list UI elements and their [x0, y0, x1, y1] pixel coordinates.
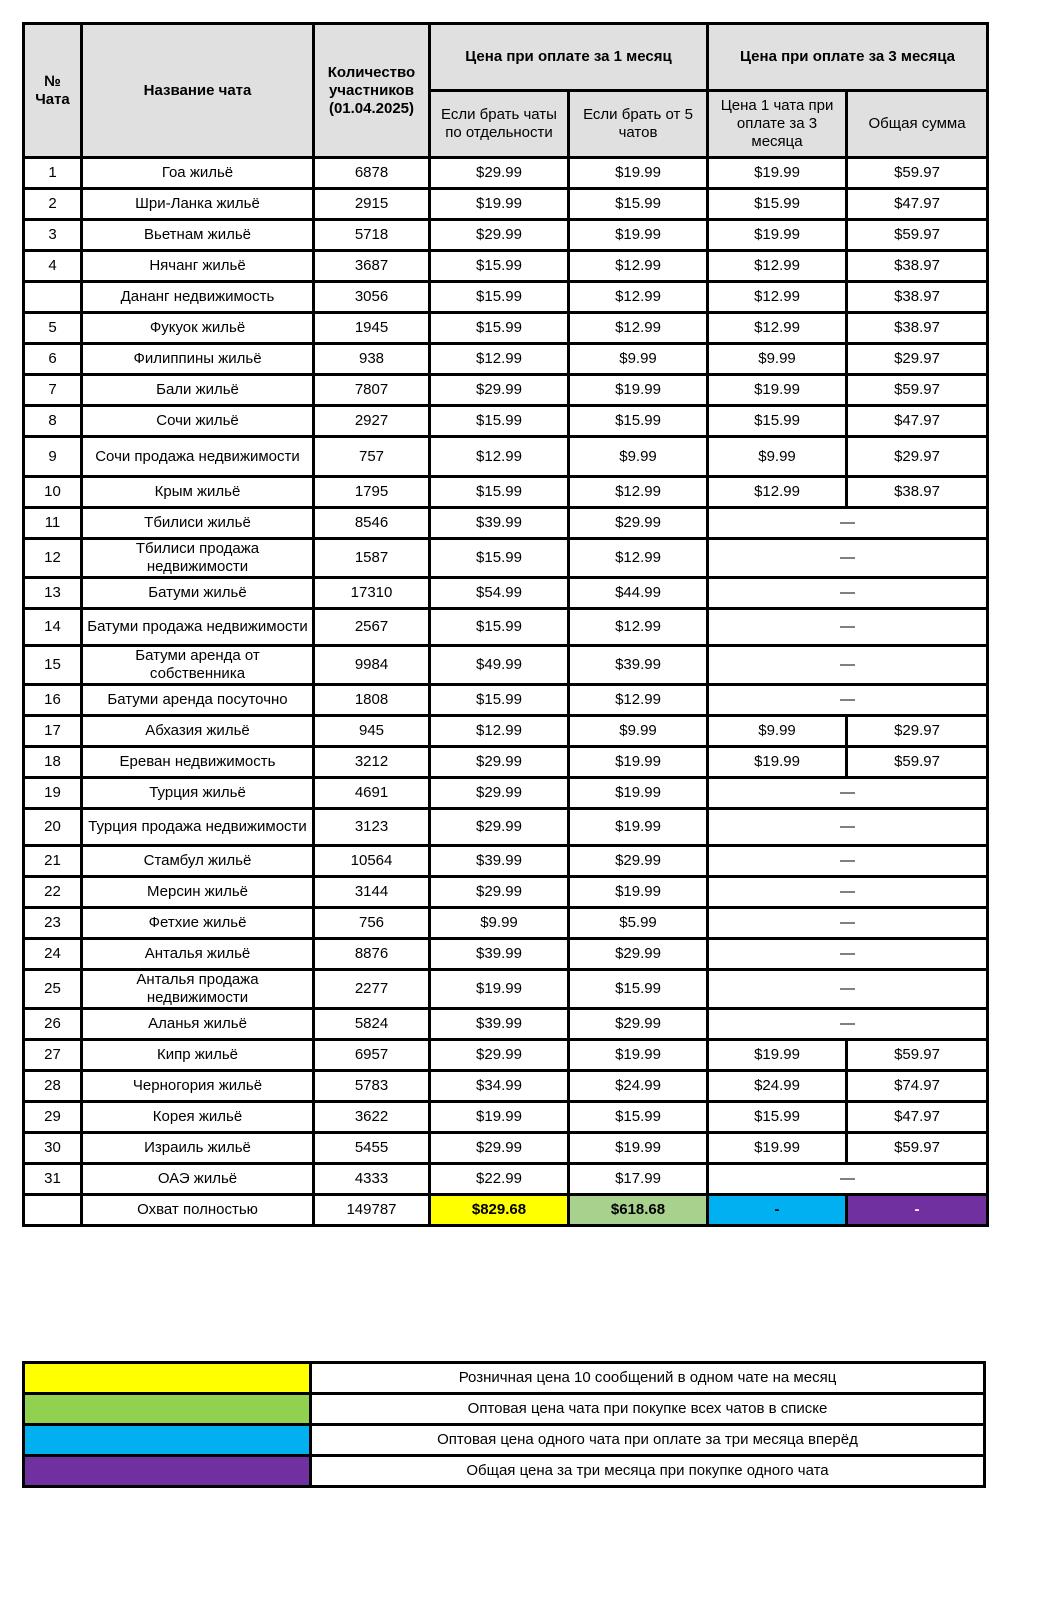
member-count: 4691	[314, 778, 430, 809]
total-row	[24, 1195, 988, 1226]
total-3-months: $59.97	[847, 220, 988, 251]
price-separate: $19.99	[430, 1102, 569, 1133]
price-from-5: $19.99	[569, 1040, 708, 1071]
price-3-months: $19.99	[708, 1133, 847, 1164]
no-3-month-offer: —	[708, 846, 988, 877]
chat-number	[24, 282, 82, 313]
chat-name: Нячанг жильё	[82, 251, 314, 282]
table-row	[24, 809, 988, 846]
legend-row-green	[24, 1394, 985, 1425]
price-from-5: $15.99	[569, 1102, 708, 1133]
no-3-month-offer: —	[708, 1009, 988, 1040]
price-from-5: $19.99	[569, 220, 708, 251]
table-row	[24, 685, 988, 716]
no-3-month-offer: —	[708, 970, 988, 1009]
chat-number: 27	[24, 1040, 82, 1071]
total-3-month-sum: -	[847, 1195, 988, 1226]
member-count: 1795	[314, 477, 430, 508]
price-from-5: $29.99	[569, 508, 708, 539]
no-3-month-offer: —	[708, 939, 988, 970]
legend-text: Оптовая цена одного чата при оплате за три месяца вперёд	[311, 1425, 985, 1456]
price-3-months: $24.99	[708, 1071, 847, 1102]
price-3-months: $9.99	[708, 716, 847, 747]
legend-swatch-green	[24, 1394, 311, 1425]
total-3-months: $47.97	[847, 406, 988, 437]
price-from-5: $17.99	[569, 1164, 708, 1195]
table-row	[24, 908, 988, 939]
table-row	[24, 877, 988, 908]
price-separate: $22.99	[430, 1164, 569, 1195]
price-from-5: $29.99	[569, 846, 708, 877]
total-label: Охват полностью	[82, 1195, 314, 1226]
chat-number: 5	[24, 313, 82, 344]
table-body	[24, 158, 988, 1195]
price-from-5: $12.99	[569, 313, 708, 344]
table-row	[24, 646, 988, 685]
price-from-5: $24.99	[569, 1071, 708, 1102]
price-separate: $54.99	[430, 578, 569, 609]
table-row	[24, 1164, 988, 1195]
price-3-months: $15.99	[708, 1102, 847, 1133]
chat-name: Крым жильё	[82, 477, 314, 508]
chat-name: Бали жильё	[82, 375, 314, 406]
table-row	[24, 539, 988, 578]
price-separate: $39.99	[430, 1009, 569, 1040]
price-separate: $19.99	[430, 189, 569, 220]
price-separate: $19.99	[430, 970, 569, 1009]
chat-name: Вьетнам жильё	[82, 220, 314, 251]
price-from-5: $12.99	[569, 685, 708, 716]
price-3-months: $19.99	[708, 375, 847, 406]
chat-name: Фукуок жильё	[82, 313, 314, 344]
member-count: 5455	[314, 1133, 430, 1164]
chat-number: 26	[24, 1009, 82, 1040]
col-header-total-3-months: Общая сумма	[847, 91, 988, 158]
price-from-5: $39.99	[569, 646, 708, 685]
chat-number: 14	[24, 609, 82, 646]
price-separate: $29.99	[430, 747, 569, 778]
price-separate: $15.99	[430, 282, 569, 313]
price-separate: $12.99	[430, 344, 569, 375]
price-from-5: $19.99	[569, 778, 708, 809]
price-from-5: $9.99	[569, 344, 708, 375]
chat-number: 22	[24, 877, 82, 908]
member-count: 3144	[314, 877, 430, 908]
price-3-months: $9.99	[708, 344, 847, 375]
member-count: 3212	[314, 747, 430, 778]
total-3-months: $38.97	[847, 313, 988, 344]
chat-name: Кипр жильё	[82, 1040, 314, 1071]
price-separate: $39.99	[430, 508, 569, 539]
chat-name: Сочи продажа недвижимости	[82, 437, 314, 477]
total-members: 149787	[314, 1195, 430, 1226]
col-group-1-month: Цена при оплате за 1 месяц	[430, 24, 708, 91]
price-separate: $29.99	[430, 158, 569, 189]
price-separate: $15.99	[430, 406, 569, 437]
price-separate: $29.99	[430, 1133, 569, 1164]
chat-name: Батуми жильё	[82, 578, 314, 609]
table-row	[24, 609, 988, 646]
no-3-month-offer: —	[708, 578, 988, 609]
total-3-month-price: -	[708, 1195, 847, 1226]
member-count: 17310	[314, 578, 430, 609]
chat-name: ОАЭ жильё	[82, 1164, 314, 1195]
total-3-months: $59.97	[847, 1040, 988, 1071]
chat-number: 11	[24, 508, 82, 539]
table-row	[24, 1071, 988, 1102]
table-row	[24, 846, 988, 877]
price-separate: $12.99	[430, 716, 569, 747]
no-3-month-offer: —	[708, 646, 988, 685]
chat-name: Турция жильё	[82, 778, 314, 809]
table-row	[24, 778, 988, 809]
legend-text: Оптовая цена чата при покупке всех чатов в списке	[311, 1394, 985, 1425]
member-count: 757	[314, 437, 430, 477]
table-row	[24, 406, 988, 437]
table-row	[24, 939, 988, 970]
price-from-5: $19.99	[569, 747, 708, 778]
col-header-chat-name: Название чата	[82, 24, 314, 158]
price-from-5: $12.99	[569, 609, 708, 646]
member-count: 2277	[314, 970, 430, 1009]
member-count: 3687	[314, 251, 430, 282]
price-separate: $29.99	[430, 220, 569, 251]
price-from-5: $15.99	[569, 406, 708, 437]
no-3-month-offer: —	[708, 539, 988, 578]
chat-number: 6	[24, 344, 82, 375]
table-row	[24, 477, 988, 508]
price-separate: $29.99	[430, 877, 569, 908]
legend-swatch-purple	[24, 1456, 311, 1487]
total-3-months: $29.97	[847, 344, 988, 375]
price-from-5: $19.99	[569, 877, 708, 908]
chat-number: 17	[24, 716, 82, 747]
price-from-5: $12.99	[569, 477, 708, 508]
total-3-months: $59.97	[847, 1133, 988, 1164]
table-row	[24, 158, 988, 189]
price-3-months: $15.99	[708, 189, 847, 220]
member-count: 3056	[314, 282, 430, 313]
chat-name: Батуми аренда от собственника	[82, 646, 314, 685]
total-3-months: $29.97	[847, 437, 988, 477]
chat-name: Абхазия жильё	[82, 716, 314, 747]
price-separate: $29.99	[430, 809, 569, 846]
table-row	[24, 747, 988, 778]
legend-swatch-blue	[24, 1425, 311, 1456]
chat-number: 18	[24, 747, 82, 778]
chat-name: Турция продажа недвижимости	[82, 809, 314, 846]
member-count: 1945	[314, 313, 430, 344]
price-from-5: $12.99	[569, 251, 708, 282]
price-from-5: $5.99	[569, 908, 708, 939]
member-count: 2915	[314, 189, 430, 220]
price-from-5: $29.99	[569, 1009, 708, 1040]
chat-number: 4	[24, 251, 82, 282]
member-count: 8876	[314, 939, 430, 970]
table-row	[24, 508, 988, 539]
no-3-month-offer: —	[708, 609, 988, 646]
member-count: 8546	[314, 508, 430, 539]
price-from-5: $19.99	[569, 375, 708, 406]
legend-swatch-yellow	[24, 1363, 311, 1394]
table-row	[24, 437, 988, 477]
table-row	[24, 251, 988, 282]
price-separate: $29.99	[430, 1040, 569, 1071]
chat-number: 8	[24, 406, 82, 437]
chat-number: 29	[24, 1102, 82, 1133]
table-row	[24, 1102, 988, 1133]
legend-row-yellow	[24, 1363, 985, 1394]
legend-text: Общая цена за три месяца при покупке одного чата	[311, 1456, 985, 1487]
total-number-cell	[24, 1195, 82, 1226]
price-separate: $39.99	[430, 846, 569, 877]
price-from-5: $19.99	[569, 158, 708, 189]
col-header-members: Количество участников (01.04.2025)	[314, 24, 430, 158]
price-3-months: $9.99	[708, 437, 847, 477]
table-row	[24, 313, 988, 344]
chat-name: Батуми аренда посуточно	[82, 685, 314, 716]
chat-name: Шри-Ланка жильё	[82, 189, 314, 220]
price-table	[22, 22, 989, 1227]
price-separate: $15.99	[430, 477, 569, 508]
col-group-3-months: Цена при оплате за 3 месяца	[708, 24, 988, 91]
col-header-price-3-months: Цена 1 чата при оплате за 3 месяца	[708, 91, 847, 158]
table-row	[24, 1133, 988, 1164]
price-3-months: $15.99	[708, 406, 847, 437]
col-header-number: № Чата	[24, 24, 82, 158]
col-header-from-5: Если брать от 5 чатов	[569, 91, 708, 158]
member-count: 1808	[314, 685, 430, 716]
total-3-months: $59.97	[847, 747, 988, 778]
chat-name: Батуми продажа недвижимости	[82, 609, 314, 646]
table-row	[24, 1040, 988, 1071]
price-from-5: $15.99	[569, 970, 708, 1009]
price-separate: $29.99	[430, 778, 569, 809]
price-from-5: $19.99	[569, 809, 708, 846]
price-3-months: $12.99	[708, 477, 847, 508]
chat-name: Корея жильё	[82, 1102, 314, 1133]
chat-number: 16	[24, 685, 82, 716]
price-separate: $9.99	[430, 908, 569, 939]
total-retail-price: $829.68	[430, 1195, 569, 1226]
no-3-month-offer: —	[708, 809, 988, 846]
chat-number: 1	[24, 158, 82, 189]
price-from-5: $9.99	[569, 437, 708, 477]
price-3-months: $19.99	[708, 1040, 847, 1071]
member-count: 5718	[314, 220, 430, 251]
chat-number: 23	[24, 908, 82, 939]
price-separate: $29.99	[430, 375, 569, 406]
chat-number: 15	[24, 646, 82, 685]
table-row	[24, 220, 988, 251]
chat-number: 7	[24, 375, 82, 406]
member-count: 7807	[314, 375, 430, 406]
price-from-5: $12.99	[569, 539, 708, 578]
price-separate: $15.99	[430, 685, 569, 716]
table-row	[24, 578, 988, 609]
chat-number: 31	[24, 1164, 82, 1195]
chat-number: 12	[24, 539, 82, 578]
chat-name: Стамбул жильё	[82, 846, 314, 877]
price-from-5: $29.99	[569, 939, 708, 970]
chat-name: Филиппины жильё	[82, 344, 314, 375]
price-separate: $12.99	[430, 437, 569, 477]
table-row	[24, 189, 988, 220]
price-from-5: $9.99	[569, 716, 708, 747]
col-header-separate: Если брать чаты по отдельности	[430, 91, 569, 158]
chat-name: Фетхие жильё	[82, 908, 314, 939]
legend-row-blue	[24, 1425, 985, 1456]
chat-name: Анталья жильё	[82, 939, 314, 970]
legend-row-purple	[24, 1456, 985, 1487]
chat-name: Анталья продажа недвижимости	[82, 970, 314, 1009]
chat-name: Гоа жильё	[82, 158, 314, 189]
member-count: 9984	[314, 646, 430, 685]
price-separate: $39.99	[430, 939, 569, 970]
no-3-month-offer: —	[708, 685, 988, 716]
table-row	[24, 344, 988, 375]
price-from-5: $44.99	[569, 578, 708, 609]
chat-name: Тбилиси жильё	[82, 508, 314, 539]
total-3-months: $47.97	[847, 1102, 988, 1133]
chat-number: 19	[24, 778, 82, 809]
price-3-months: $19.99	[708, 220, 847, 251]
member-count: 10564	[314, 846, 430, 877]
total-3-months: $38.97	[847, 282, 988, 313]
member-count: 3622	[314, 1102, 430, 1133]
price-separate: $49.99	[430, 646, 569, 685]
chat-number: 28	[24, 1071, 82, 1102]
total-3-months: $38.97	[847, 251, 988, 282]
chat-name: Дананг недвижимость	[82, 282, 314, 313]
chat-name: Тбилиси продажа недвижимости	[82, 539, 314, 578]
member-count: 2567	[314, 609, 430, 646]
chat-name: Аланья жильё	[82, 1009, 314, 1040]
price-separate: $34.99	[430, 1071, 569, 1102]
no-3-month-offer: —	[708, 778, 988, 809]
member-count: 5824	[314, 1009, 430, 1040]
chat-number: 3	[24, 220, 82, 251]
price-separate: $15.99	[430, 251, 569, 282]
chat-number: 10	[24, 477, 82, 508]
member-count: 945	[314, 716, 430, 747]
table-row	[24, 970, 988, 1009]
member-count: 2927	[314, 406, 430, 437]
chat-number: 24	[24, 939, 82, 970]
total-3-months: $59.97	[847, 158, 988, 189]
no-3-month-offer: —	[708, 908, 988, 939]
total-wholesale-price: $618.68	[569, 1195, 708, 1226]
table-row	[24, 282, 988, 313]
total-3-months: $29.97	[847, 716, 988, 747]
chat-number: 30	[24, 1133, 82, 1164]
price-from-5: $19.99	[569, 1133, 708, 1164]
total-3-months: $59.97	[847, 375, 988, 406]
chat-number: 21	[24, 846, 82, 877]
member-count: 938	[314, 344, 430, 375]
member-count: 3123	[314, 809, 430, 846]
price-3-months: $12.99	[708, 313, 847, 344]
color-legend	[22, 1361, 986, 1488]
chat-number: 2	[24, 189, 82, 220]
member-count: 5783	[314, 1071, 430, 1102]
chat-name: Мерсин жильё	[82, 877, 314, 908]
price-3-months: $19.99	[708, 158, 847, 189]
price-3-months: $12.99	[708, 282, 847, 313]
total-3-months: $74.97	[847, 1071, 988, 1102]
no-3-month-offer: —	[708, 877, 988, 908]
price-separate: $15.99	[430, 609, 569, 646]
price-from-5: $12.99	[569, 282, 708, 313]
chat-name: Израиль жильё	[82, 1133, 314, 1164]
chat-number: 25	[24, 970, 82, 1009]
member-count: 756	[314, 908, 430, 939]
member-count: 6878	[314, 158, 430, 189]
table-row	[24, 375, 988, 406]
member-count: 1587	[314, 539, 430, 578]
chat-name: Ереван недвижимость	[82, 747, 314, 778]
price-from-5: $15.99	[569, 189, 708, 220]
table-row	[24, 1009, 988, 1040]
price-3-months: $19.99	[708, 747, 847, 778]
no-3-month-offer: —	[708, 1164, 988, 1195]
total-3-months: $47.97	[847, 189, 988, 220]
chat-number: 20	[24, 809, 82, 846]
chat-name: Черногория жильё	[82, 1071, 314, 1102]
chat-number: 9	[24, 437, 82, 477]
member-count: 6957	[314, 1040, 430, 1071]
member-count: 4333	[314, 1164, 430, 1195]
chat-number: 13	[24, 578, 82, 609]
price-3-months: $12.99	[708, 251, 847, 282]
price-separate: $15.99	[430, 313, 569, 344]
table-row	[24, 716, 988, 747]
no-3-month-offer: —	[708, 508, 988, 539]
total-3-months: $38.97	[847, 477, 988, 508]
legend-text: Розничная цена 10 сообщений в одном чате на месяц	[311, 1363, 985, 1394]
chat-name: Сочи жильё	[82, 406, 314, 437]
price-separate: $15.99	[430, 539, 569, 578]
